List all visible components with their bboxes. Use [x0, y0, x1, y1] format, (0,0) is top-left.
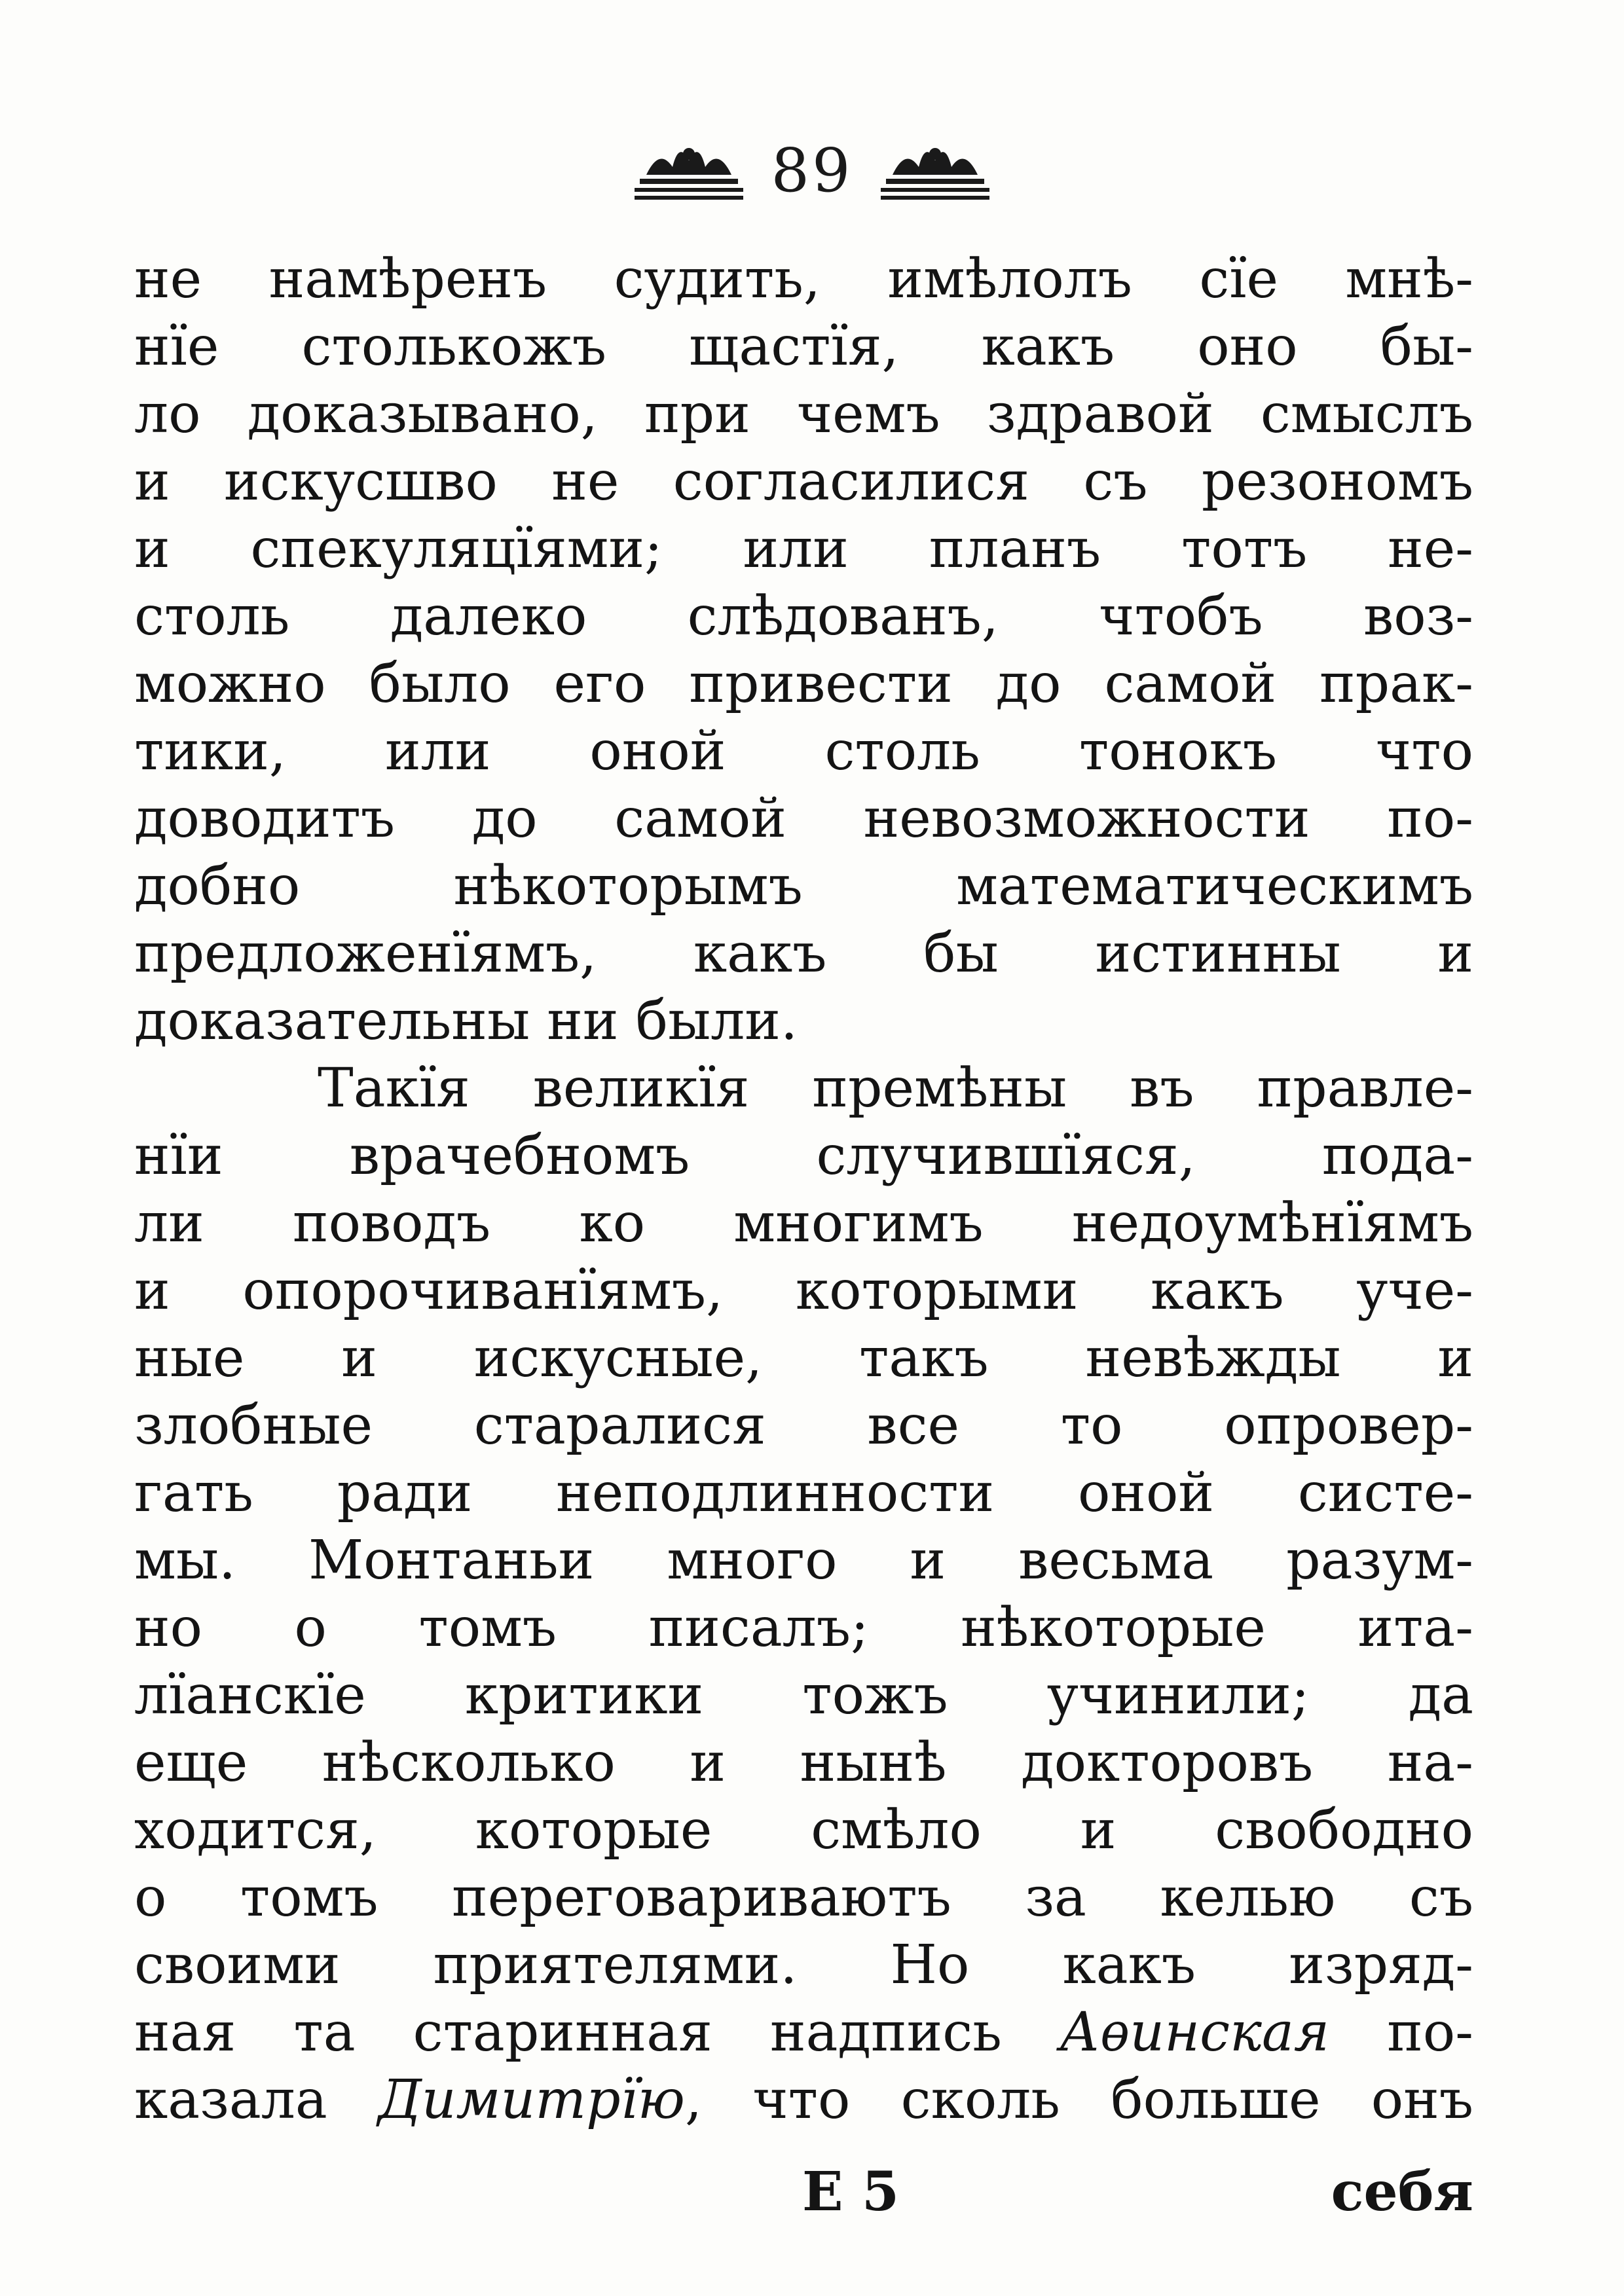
text-line: и спекуляцїями; или планъ тотъ не- [134, 518, 1473, 580]
text-line: Такїя великїя премѣны въ правле- [318, 1057, 1473, 1120]
page-number: 89 [771, 135, 853, 206]
text-line: но о томъ писалъ; нѣкоторые ита- [134, 1597, 1473, 1659]
catchword: себя [1331, 2160, 1473, 2223]
text-line: злобные старалися все то опровер- [134, 1394, 1473, 1457]
text-line: столь далеко слѣдованъ, чтобъ воз- [134, 585, 1473, 647]
text-line: ли поводъ ко многимъ недоумѣнїямъ [134, 1192, 1473, 1254]
text-line: добно нѣкоторымъ математическимъ [134, 855, 1473, 917]
crown-ornament-icon [879, 134, 991, 206]
text-line: своими приятелями. Но какъ изряд- [134, 1934, 1473, 1996]
text-line: доказательны ни были. [134, 990, 798, 1052]
italic-name: Димитрїю [378, 2069, 685, 2131]
text-line: ло доказывано, при чемъ здравой смыслъ [134, 383, 1473, 445]
text-line: не намѣренъ судить, имѣлолъ сїе мнѣ- [134, 248, 1473, 310]
text-line: предложенїямъ, какъ бы истинны и [134, 922, 1473, 985]
text-line: о томъ переговариваютъ за келью съ [134, 1867, 1473, 1929]
text-line: гать ради неподлинности оной систе- [134, 1462, 1473, 1524]
page-footer [134, 2160, 1473, 2232]
text-line: ходится, которые смѣло и свободно [134, 1799, 1473, 1861]
text-line: ные и искусные, такъ невѣжды и [134, 1327, 1473, 1389]
text-line: можно было его привести до самой прак- [134, 653, 1473, 715]
crown-ornament-icon [633, 134, 745, 206]
text-line: и опорочиванїямъ, которыми какъ уче- [134, 1260, 1473, 1322]
text-line: лїанскїе критики тожъ учинили; да [134, 1664, 1473, 1726]
text-line: и искусшво не согласилися съ резономъ [134, 450, 1473, 513]
paragraph-1 [134, 246, 1473, 1055]
text-line [134, 2066, 1473, 2134]
page-header [0, 121, 1624, 219]
text-line: мы. Монтаньи много и весьма разум- [134, 1529, 1473, 1592]
body-text [134, 246, 1473, 2134]
text-segment: ная та старинная надпись [134, 2001, 1060, 2064]
text-line [134, 1999, 1473, 2066]
paragraph-2 [134, 1055, 1473, 2134]
text-line: нїе столькожъ щастїя, какъ оно бы- [134, 316, 1473, 378]
text-segment: по- [1329, 2001, 1473, 2064]
text-segment: , что сколь больше онъ [685, 2069, 1473, 2131]
text-line: тики, или оной столь тонокъ что [134, 720, 1473, 782]
text-line: еще нѣсколько и нынѣ докторовъ на- [134, 1732, 1473, 1794]
text-line: нїи врачебномъ случившїяся, пода- [134, 1125, 1473, 1187]
text-line: доводитъ до самой невозможности по- [134, 788, 1473, 850]
italic-name: Аѳинская [1059, 2001, 1330, 2064]
text-segment: казала [134, 2069, 378, 2131]
signature-mark: Е 5 [802, 2160, 900, 2223]
